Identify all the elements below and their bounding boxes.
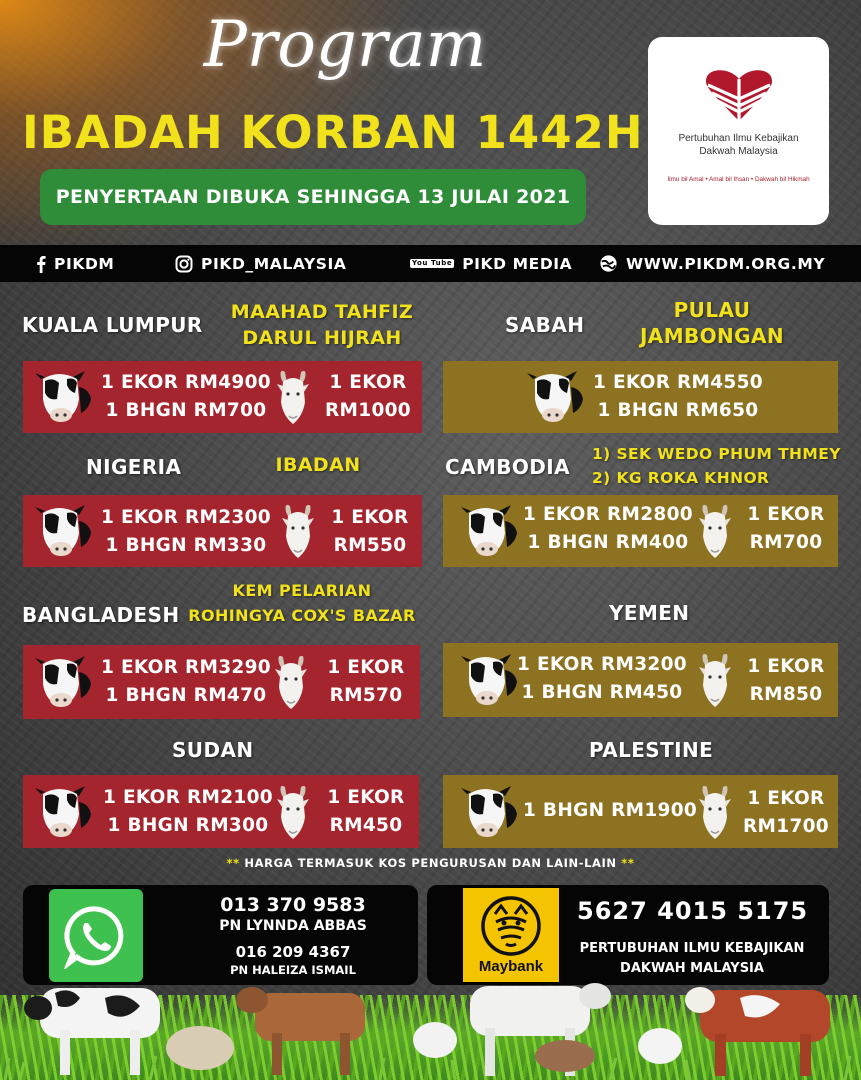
goat-price-palestine: 1 EKOR RM1700 xyxy=(743,788,829,837)
instagram-handle: PIKD_MALAYSIA xyxy=(201,254,347,273)
goat-price-sudan: 1 EKOR RM450 xyxy=(327,787,405,836)
heart-emblem-icon xyxy=(700,65,778,123)
social-youtube[interactable] xyxy=(410,245,572,282)
deadline-text: PENYERTAAN DIBUKA SEHINGGA 13 JULAI 2021 xyxy=(55,186,571,208)
account-name: PERTUBUHAN ILMU KEBAJIKAN DAKWAH MALAYSIA xyxy=(579,941,805,976)
bank-account-box xyxy=(427,885,829,985)
goat-icon xyxy=(273,368,315,426)
country-nigeria: NIGERIA xyxy=(86,455,182,479)
deadline-banner xyxy=(40,169,586,225)
country-cambodia: CAMBODIA xyxy=(445,455,571,479)
price-box-sabah xyxy=(443,361,838,433)
brown-cow-figure xyxy=(236,987,365,1075)
cow-icon xyxy=(525,369,585,425)
cow-price-sudan: 1 EKOR RM2100 1 BHGN RM300 xyxy=(103,787,273,836)
cow-price-nigeria: 1 EKOR RM2300 1 BHGN RM330 xyxy=(101,507,271,556)
phone-1[interactable]: 013 370 9583 xyxy=(220,894,366,916)
price-box-kuala-lumpur xyxy=(23,361,422,433)
facebook-icon xyxy=(36,255,46,273)
goat-price-nigeria: 1 EKOR RM550 xyxy=(331,507,409,556)
goat-icon xyxy=(695,651,737,709)
org-name: Pertubuhan Ilmu Kebajikan Dakwah Malaysia xyxy=(678,133,799,157)
price-box-yemen xyxy=(443,643,838,717)
cow-price-cambodia: 1 EKOR RM2800 1 BHGN RM400 xyxy=(523,504,693,553)
program-script-title: Program xyxy=(203,8,487,82)
cow-icon xyxy=(33,369,93,425)
price-box-nigeria xyxy=(23,495,422,567)
country-sudan: SUDAN xyxy=(172,738,254,762)
youtube-icon: You Tube xyxy=(412,259,453,267)
price-note: ** HARGA TERMASUK KOS PENGURUSAN DAN LAIN-LAIN ** xyxy=(226,856,635,870)
country-kuala-lumpur: KUALA LUMPUR xyxy=(22,313,203,337)
location-cambodia: 1) SEK WEDO PHUM THMEY 2) KG ROKA KHNOR xyxy=(592,445,841,487)
holstein-cow-figure xyxy=(24,988,160,1075)
country-palestine: PALESTINE xyxy=(589,738,714,762)
org-logo-card xyxy=(648,37,829,225)
cow-icon xyxy=(459,652,519,708)
maybank-wordmark: Maybank xyxy=(478,957,544,975)
contact-phone-box xyxy=(23,885,418,985)
country-yemen: YEMEN xyxy=(609,601,690,625)
goat-price-yemen: 1 EKOR RM850 xyxy=(747,656,825,705)
cow-price-yemen: 1 EKOR RM3200 1 BHGN RM450 xyxy=(517,654,687,703)
globe-icon xyxy=(599,254,618,273)
goat-icon xyxy=(271,653,313,711)
cow-icon xyxy=(33,654,93,710)
cow-icon xyxy=(33,784,93,840)
location-bangladesh: KEM PELARIAN ROHINGYA COX'S BAZAR xyxy=(188,581,416,625)
youtube-handle: PIKD MEDIA xyxy=(462,254,573,273)
cow-icon xyxy=(459,503,519,559)
social-facebook[interactable] xyxy=(36,245,114,282)
cow-icon xyxy=(33,503,93,559)
social-website[interactable] xyxy=(599,245,825,282)
maybank-logo xyxy=(463,888,559,982)
hereford-cow-figure xyxy=(685,987,830,1076)
goat-icon xyxy=(278,502,320,560)
goat-price-bangladesh: 1 EKOR RM570 xyxy=(327,657,405,706)
phone-2[interactable]: 016 209 4367 xyxy=(235,943,351,961)
livestock-illustration xyxy=(0,978,861,1080)
whatsapp-icon xyxy=(63,903,129,969)
goat-price-kuala-lumpur: 1 EKOR RM1000 xyxy=(325,372,411,421)
goat-icon xyxy=(695,783,737,841)
goat-icon xyxy=(695,502,737,560)
price-box-palestine xyxy=(443,775,838,848)
whatsapp-tile[interactable] xyxy=(49,889,143,982)
cow-price-bangladesh: 1 EKOR RM3290 1 BHGN RM470 xyxy=(101,657,271,706)
price-box-cambodia xyxy=(443,495,838,567)
facebook-handle: PIKDM xyxy=(54,254,115,273)
cow-price-palestine: 1 BHGN RM1900 xyxy=(523,800,698,821)
goat-icon xyxy=(273,783,315,841)
goat-price-cambodia: 1 EKOR RM700 xyxy=(747,504,825,553)
account-number[interactable]: 5627 4015 5175 xyxy=(577,897,809,925)
cow-icon xyxy=(459,784,519,840)
social-instagram[interactable] xyxy=(175,245,347,282)
instagram-icon xyxy=(175,255,193,273)
location-sabah: PULAU JAMBONGAN xyxy=(639,298,785,348)
location-kuala-lumpur: MAAHAD TAHFIZ DARUL HIJRAH xyxy=(230,301,414,349)
price-box-bangladesh xyxy=(23,645,420,719)
country-sabah: SABAH xyxy=(505,313,585,337)
website-url: WWW.PIKDM.ORG.MY xyxy=(626,254,826,273)
country-bangladesh: BANGLADESH xyxy=(22,603,180,627)
price-box-sudan xyxy=(23,775,419,848)
cow-price-sabah: 1 EKOR RM4550 1 BHGN RM650 xyxy=(593,372,763,421)
org-tagline: Ilmu bil Amal • Amal bil Ihsan • Dakwah bil Hikmah xyxy=(667,176,810,183)
social-bar xyxy=(0,245,861,282)
contact-name-2: PN HALEIZA ISMAIL xyxy=(230,963,356,977)
contact-name-1: PN LYNNDA ABBAS xyxy=(219,918,367,934)
main-title: IBADAH KORBAN 1442H xyxy=(22,106,644,159)
location-nigeria: IBADAN xyxy=(275,454,361,476)
cow-price-kuala-lumpur: 1 EKOR RM4900 1 BHGN RM700 xyxy=(101,372,271,421)
tiger-head-icon xyxy=(478,896,544,956)
